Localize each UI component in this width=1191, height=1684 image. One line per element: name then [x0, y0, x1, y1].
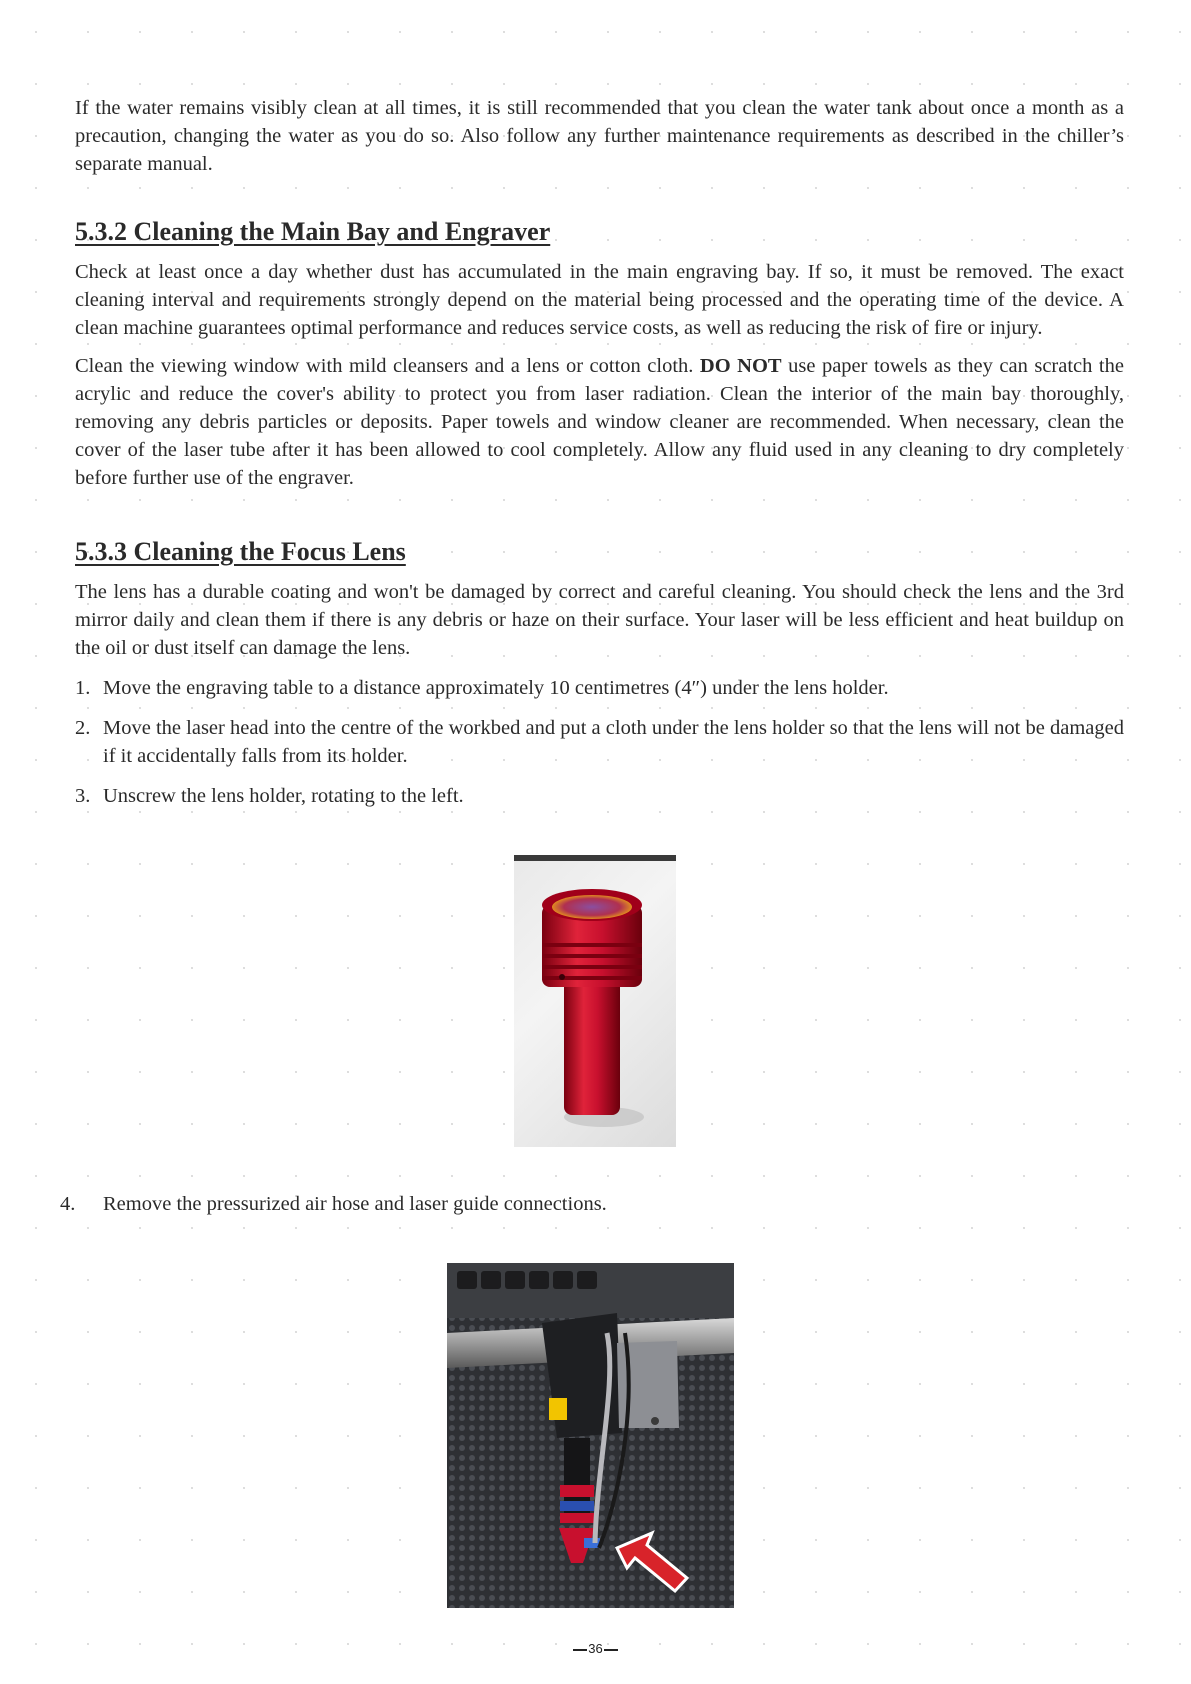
- paragraph-2-end: use paper towels as they can scratch the acrylic and reduce the cover's ability to protect you from laser radiation. Clean the interior of the main bay thoroughly, removing any debris particles or deposits. Paper towels and window cleaner are recommended. When necessary, clean the cover of the laser tube after it has been allowed to cool completely. Allow any fluid used in any cleaning to dry completely before further use of the engraver.: [75, 355, 1124, 489]
- section-532-paragraph-1: Check at least once a day whether dust has accumulated in the main engraving bay. If so, it must be removed. The exact cleaning interval and requirements strongly depend on the material being processed and the operating time of the device. A clean machine guarantees optimal performance and reduces service costs, as well as reducing the risk of fire or injury.: [75, 261, 1124, 339]
- list-item: [75, 714, 1124, 770]
- section-533-heading: 5.3.3 Cleaning the Focus Lens: [75, 537, 406, 566]
- step-number: 2.: [75, 717, 91, 739]
- paragraph-2-start: Clean the viewing window with mild cleansers and a lens or cotton cloth.: [75, 355, 700, 377]
- do-not-warning: DO NOT: [699, 355, 782, 377]
- laser-head-photo: [447, 1263, 734, 1608]
- page-number: 36: [588, 1641, 603, 1656]
- lens-holder-photo: [514, 855, 676, 1147]
- step-number: 3.: [75, 785, 91, 807]
- step-text: Unscrew the lens holder, rotating to the left.: [103, 785, 464, 807]
- section-532-paragraph-2: [75, 352, 1124, 492]
- list-item: [75, 782, 1124, 810]
- lens-holder-illustration: [514, 855, 676, 1147]
- step-number: 1.: [75, 677, 91, 699]
- step-text: Move the laser head into the centre of the workbed and put a cloth under the lens holder so that the lens will not be damaged if it accidentally falls from its holder.: [103, 717, 1124, 767]
- step-text: Remove the pressurized air hose and laser guide connections.: [103, 1193, 607, 1215]
- step-4: [60, 1190, 607, 1218]
- page-footer: [0, 1641, 1191, 1656]
- cleaning-steps-list: [75, 674, 1124, 810]
- step-text: Move the engraving table to a distance approximately 10 centimetres (4″) under the lens holder.: [103, 677, 889, 699]
- step-number: 4.: [60, 1193, 76, 1215]
- section-533-paragraph: The lens has a durable coating and won't be damaged by correct and careful cleaning. You should check the lens and the 3rd mirror daily and clean them if there is any debris or haze on their surface. Your laser will be less efficient and heat buildup on the oil or dust itself can damage the lens.: [75, 581, 1124, 659]
- list-item: [75, 674, 1124, 702]
- laser-head-illustration: [447, 1263, 734, 1608]
- section-532-heading: 5.3.2 Cleaning the Main Bay and Engraver: [75, 217, 551, 246]
- intro-paragraph: If the water remains visibly clean at all times, it is still recommended that you clean the water tank about once a month as a precaution, changing the water as you do so. Also follow any further maintenance requirements as described in the chiller’s separate manual.: [75, 97, 1124, 175]
- main-content: [75, 94, 1124, 822]
